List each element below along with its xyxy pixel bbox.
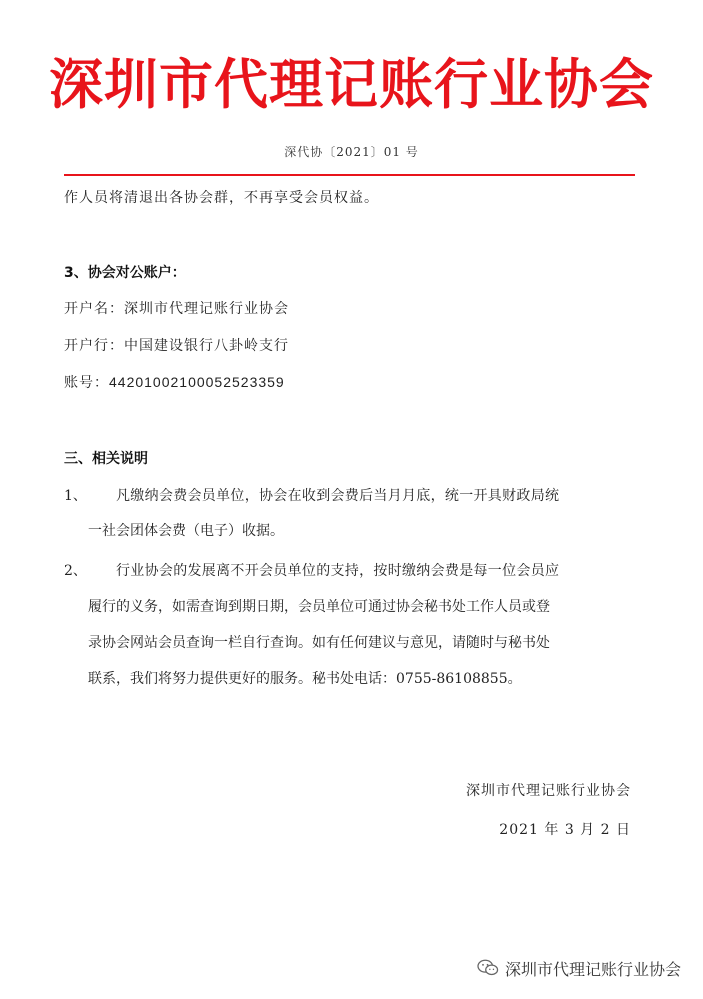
document-title: 深圳市代理记账行业协会 xyxy=(49,53,654,116)
account-number-label: 账号： xyxy=(64,375,109,391)
note-2-line-2: 履行的义务，如需查询到期日期，会员单位可通过协会秘书处工作人员或登 xyxy=(88,599,550,615)
continuation-text: 作人员将清退出各协会群，不再享受会员权益。 xyxy=(64,190,379,206)
account-name-label: 开户名： xyxy=(64,301,124,317)
note-2-line-4: 联系，我们将努力提供更好的服务。秘书处电话：0755-86108855。 xyxy=(88,671,522,687)
account-number-value: 44201002100052523359 xyxy=(109,374,285,390)
note-2-number: 2、 xyxy=(64,563,87,579)
footer-watermark xyxy=(477,956,681,980)
notes-section-heading: 三、相关说明 xyxy=(64,451,148,467)
document-number: 深代协〔2021〕01 号 xyxy=(284,145,419,159)
bank-row xyxy=(64,335,289,355)
signature-date: 2021 年 3 月 2 日 xyxy=(499,822,631,838)
note-2-line-1: 行业协会的发展离不开会员单位的支持，按时缴纳会费是每一位会员应 xyxy=(116,563,560,579)
wechat-icon xyxy=(477,958,499,978)
account-name-value: 深圳市代理记账行业协会 xyxy=(124,301,289,317)
bank-label: 开户行： xyxy=(64,338,124,354)
note-1-number: 1、 xyxy=(64,488,87,504)
footer-account-name: 深圳市代理记账行业协会 xyxy=(504,959,681,979)
note-1-line-2: 一社会团体会费（电子）收据。 xyxy=(88,523,284,539)
account-number-row xyxy=(64,372,285,392)
account-name-row xyxy=(64,298,289,318)
bank-value: 中国建设银行八卦岭支行 xyxy=(124,338,289,354)
signature-org: 深圳市代理记账行业协会 xyxy=(466,783,631,799)
account-section-heading: 3、协会对公账户： xyxy=(64,265,186,281)
note-2-line-3: 录协会网站会员查询一栏自行查询。如有任何建议与意见，请随时与秘书处 xyxy=(88,635,550,651)
red-divider xyxy=(64,174,635,176)
note-1-line-1: 凡缴纳会费会员单位，协会在收到会费后当月月底，统一开具财政局统 xyxy=(116,488,560,504)
